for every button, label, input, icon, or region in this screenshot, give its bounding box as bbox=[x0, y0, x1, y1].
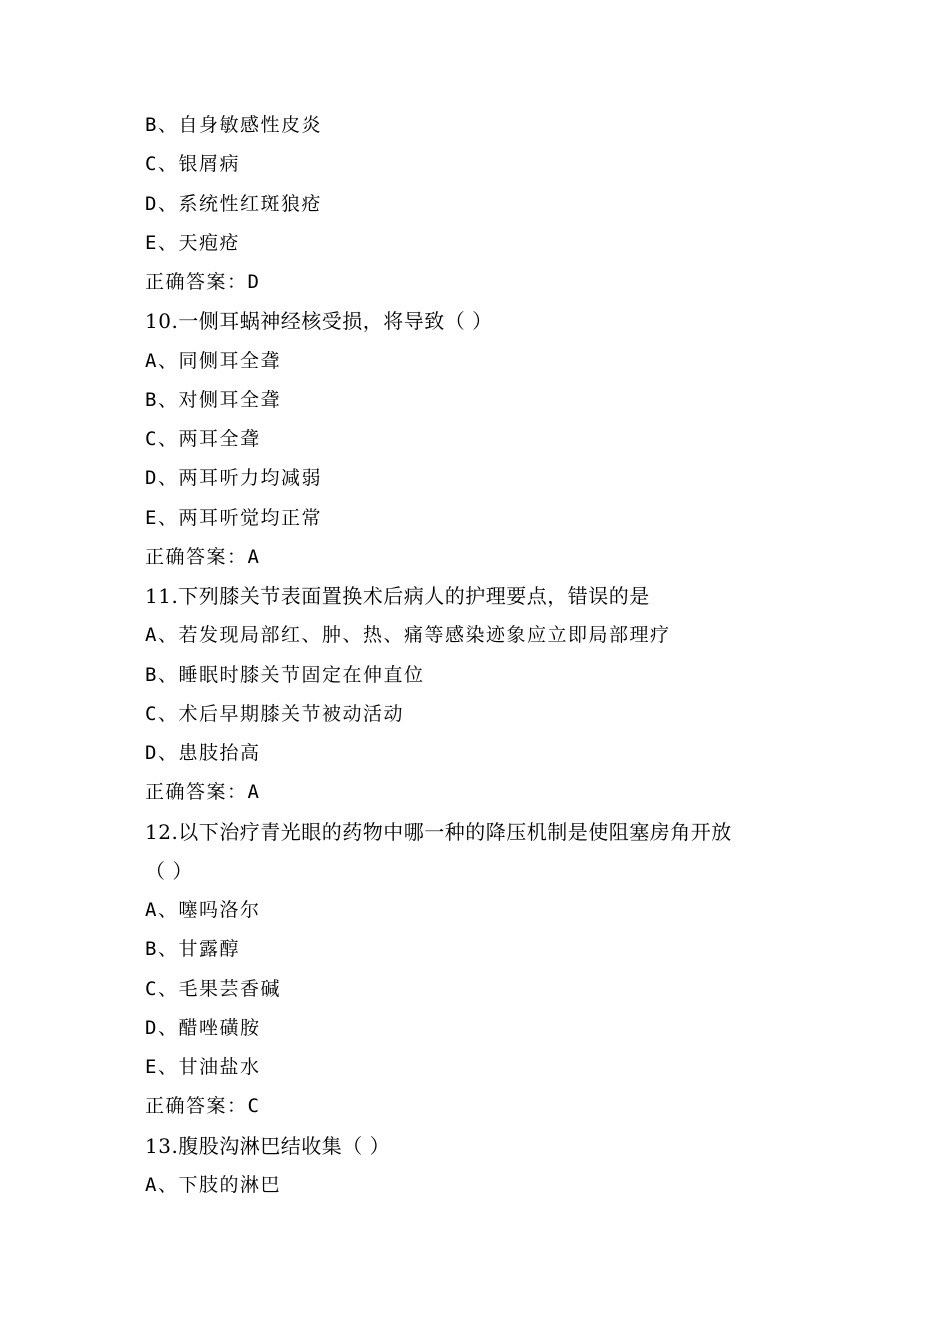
option-line: A、下肢的淋巴 bbox=[145, 1173, 281, 1196]
option-line: D、两耳听力均减弱 bbox=[145, 467, 322, 490]
option-line: D、系统性红斑狼疮 bbox=[145, 192, 322, 215]
option-line: B、自身敏感性皮炎 bbox=[145, 114, 322, 136]
question-stem: 11.下列膝关节表面置换术后病人的护理要点，错误的是 bbox=[145, 584, 650, 608]
question-stem: 12.以下治疗青光眼的药物中哪一种的降压机制是使阻塞房角开放 bbox=[145, 819, 732, 844]
option-line: A、若发现局部红、肿、热、痛等感染迹象应立即局部理疗 bbox=[145, 624, 671, 647]
option-line: C、术后早期膝关节被动活动 bbox=[145, 702, 404, 725]
option-line: C、银屑病 bbox=[145, 153, 240, 176]
option-line: E、两耳听觉均正常 bbox=[145, 506, 322, 529]
answer-line: 正确答案：A bbox=[145, 781, 261, 804]
question-list bbox=[145, 106, 815, 1205]
option-line: B、甘露醇 bbox=[145, 938, 240, 961]
option-line: C、两耳全聋 bbox=[145, 428, 261, 450]
option-line: A、同侧耳全聋 bbox=[145, 349, 281, 372]
option-line: D、醋唑磺胺 bbox=[145, 1016, 261, 1039]
option-line: B、睡眠时膝关节固定在伸直位 bbox=[145, 663, 425, 686]
question-stem-continuation: （ ） bbox=[145, 858, 193, 883]
option-line: E、天疱疮 bbox=[145, 231, 240, 254]
question-stem: 10.一侧耳蜗神经核受损，将导致（ ） bbox=[145, 309, 493, 334]
answer-line: 正确答案：D bbox=[145, 271, 261, 293]
option-line: C、毛果芸香碱 bbox=[145, 977, 281, 1000]
answer-line: 正确答案：A bbox=[145, 545, 261, 568]
question-stem: 13.腹股沟淋巴结收集（ ） bbox=[145, 1133, 391, 1158]
option-line: E、甘油盐水 bbox=[145, 1056, 261, 1078]
option-line: D、患肢抬高 bbox=[145, 742, 261, 764]
option-line: A、噻吗洛尔 bbox=[145, 899, 261, 921]
option-line: B、对侧耳全聋 bbox=[145, 388, 281, 411]
answer-line: 正确答案：C bbox=[145, 1095, 261, 1118]
